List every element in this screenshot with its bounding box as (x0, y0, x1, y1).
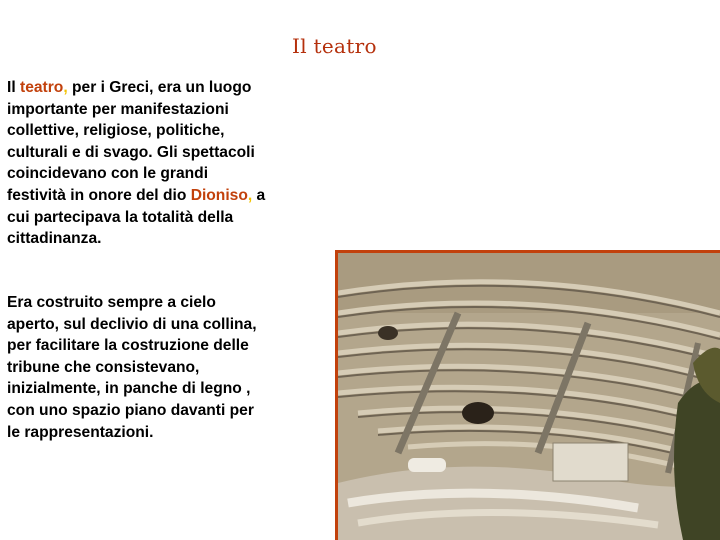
slide-title: Il teatro (292, 34, 377, 58)
intro-tail: a cui partecipava la totalità della cittadinanza. (7, 186, 266, 248)
paragraph-intro (7, 77, 269, 250)
theatre-ruins-image (338, 253, 720, 540)
intro-lead: Il (7, 79, 20, 96)
highlight-dioniso: Dioniso (190, 186, 248, 204)
highlight-comma-1: , (63, 79, 68, 96)
greek-theatre-photo (335, 250, 720, 540)
highlight-comma-2: , (247, 186, 253, 204)
highlight-teatro: teatro (20, 79, 64, 96)
intro-middle: per i Greci, era un luogo importante per manifestazioni collettive, religiose, politiche, culturali e di svago. Gli spettacoli coincidevano con le grandi festività in onore del dio (7, 79, 255, 204)
paragraph-construction: Era costruito sempre a cielo aperto, sul declivio di una collina, per facilitare la costruzione delle tribune che consistevano, inizialmente, in panche di legno , con uno spazio piano davanti per le rappresentazioni. (7, 294, 257, 441)
